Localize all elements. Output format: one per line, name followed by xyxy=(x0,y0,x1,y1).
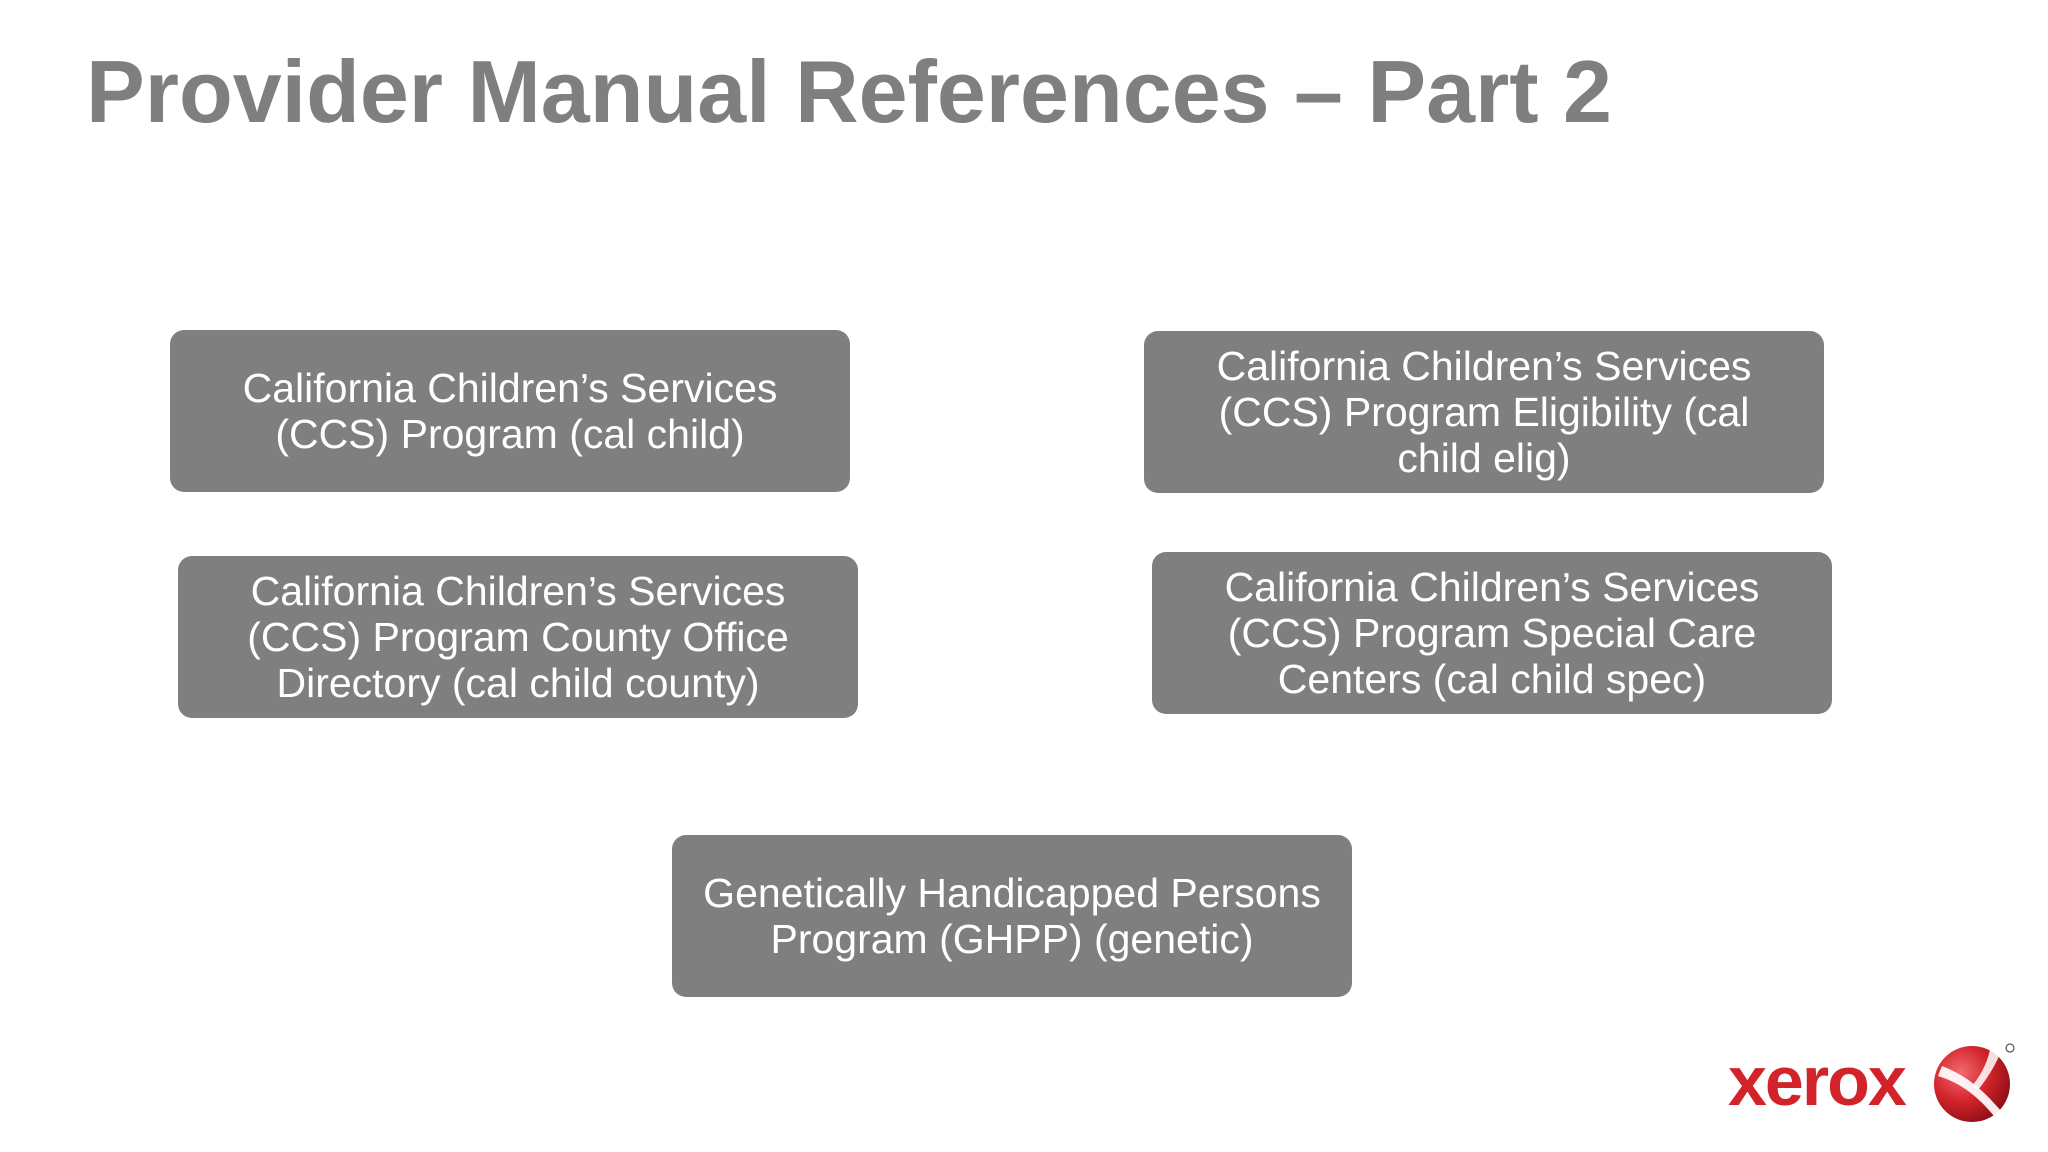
slide-title: Provider Manual References – Part 2 xyxy=(86,42,1612,141)
logo-wordmark: xerox xyxy=(1728,1042,1905,1120)
reference-link-cal-child-spec[interactable] xyxy=(1152,552,1832,714)
reference-label: California Children’s Services (CCS) Program Special Care Centers (cal child spec) xyxy=(1224,564,1760,702)
reference-label: California Children’s Services (CCS) Program Eligibility (cal child elig) xyxy=(1216,343,1752,481)
reference-link-genetic[interactable] xyxy=(672,835,1352,997)
reference-link-cal-child-elig[interactable] xyxy=(1144,331,1824,493)
reference-link-cal-child[interactable] xyxy=(170,330,850,492)
reference-link-cal-child-county[interactable] xyxy=(178,556,858,718)
xerox-logo xyxy=(1728,1036,2028,1126)
reference-label: California Children’s Services (CCS) Program (cal child) xyxy=(242,365,778,457)
xerox-sphere-icon xyxy=(1932,1040,2016,1124)
reference-label: California Children’s Services (CCS) Program County Office Directory (cal child county) xyxy=(247,568,789,706)
reference-label: Genetically Handicapped Persons Program (GHPP) (genetic) xyxy=(703,870,1321,962)
